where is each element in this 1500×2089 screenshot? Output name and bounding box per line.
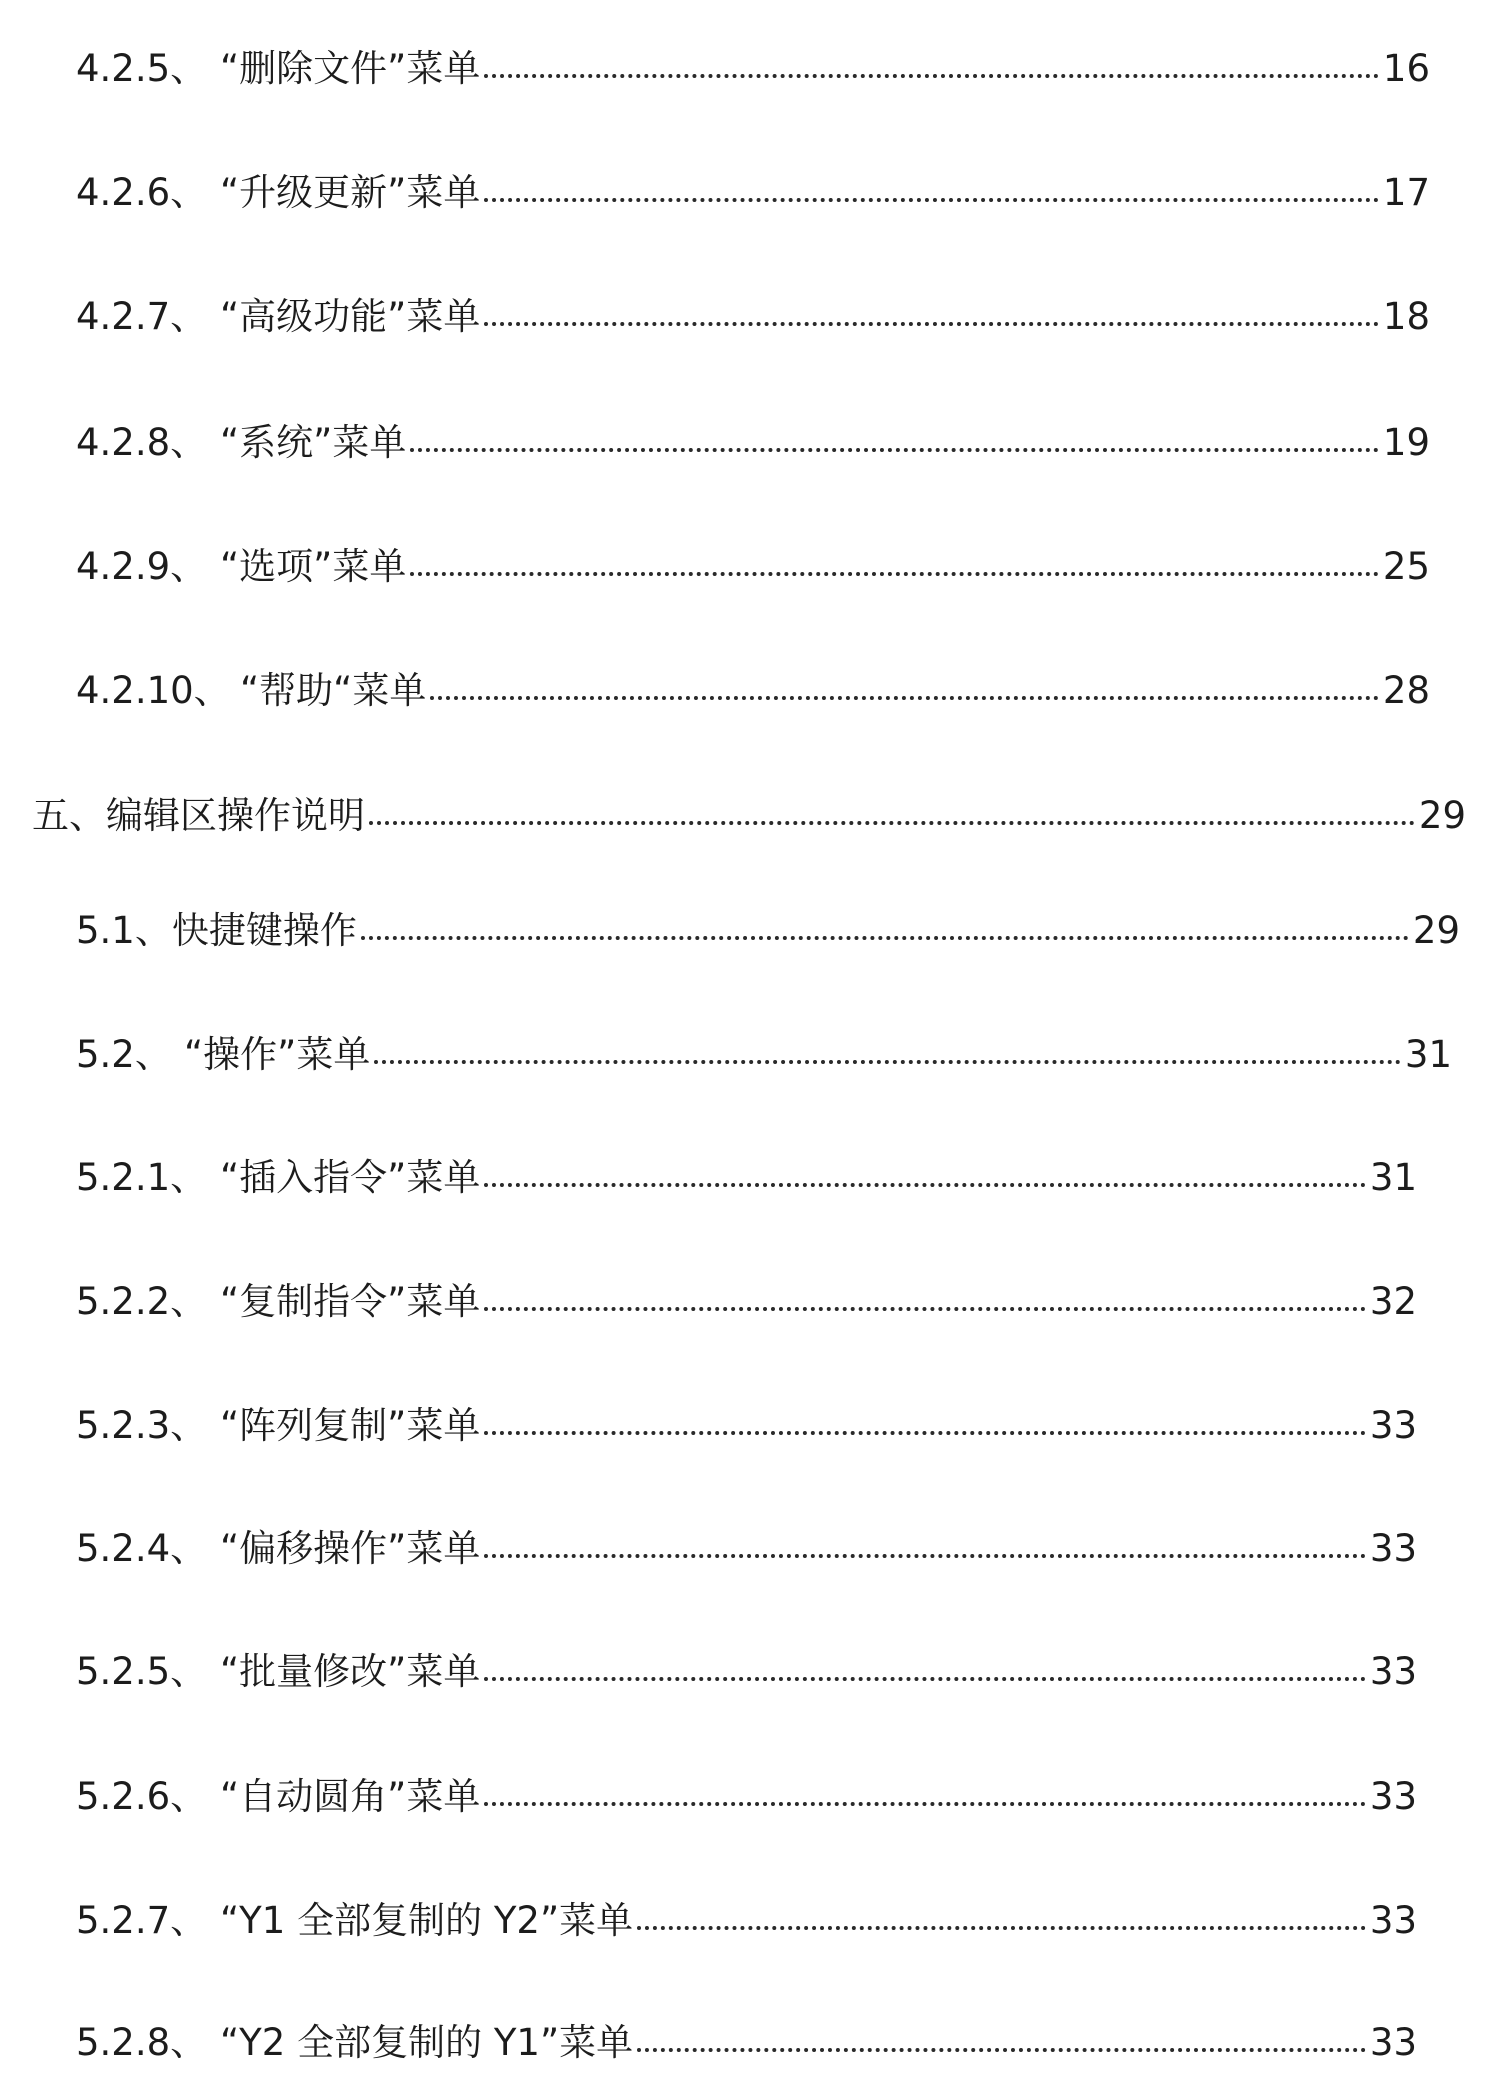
toc-entry-4-2-9[interactable] [76, 545, 1430, 588]
entry-page-number: 33 [1369, 1404, 1417, 1447]
dot-leader [637, 2048, 1366, 2052]
entry-page-number: 33 [1369, 1775, 1417, 1818]
entry-number: 4.2.7、 [76, 295, 208, 338]
entry-page-number: 31 [1404, 1033, 1452, 1076]
entry-title: “选项”菜单 [220, 545, 407, 588]
entry-number: 5.2.2、 [76, 1280, 208, 1323]
entry-title: “阵列复制”菜单 [220, 1404, 481, 1447]
toc-entry-5-2-8[interactable] [76, 2021, 1417, 2064]
entry-title: “偏移操作”菜单 [220, 1527, 481, 1570]
entry-title: “帮助“菜单 [240, 669, 427, 712]
entry-title: 编辑区操作说明 [106, 794, 365, 837]
dot-leader [484, 1431, 1366, 1435]
entry-page-number: 19 [1382, 421, 1430, 464]
entry-page-number: 31 [1369, 1156, 1417, 1199]
toc-entry-chapter-5[interactable] [32, 794, 1466, 837]
entry-title: “升级更新”菜单 [220, 171, 481, 214]
toc-entry-5-2-4[interactable] [76, 1527, 1417, 1570]
entry-title: “Y2 全部复制的 Y1”菜单 [220, 2021, 634, 2064]
toc-entry-5-2-5[interactable] [76, 1650, 1417, 1693]
dot-leader [484, 198, 1379, 202]
entry-number: 5.1、 [76, 909, 172, 952]
entry-page-number: 17 [1382, 171, 1430, 214]
entry-number: 4.2.9、 [76, 545, 208, 588]
toc-entry-4-2-5[interactable] [76, 47, 1430, 90]
dot-leader [369, 821, 1415, 825]
entry-number: 5.2.7、 [76, 1899, 208, 1942]
entry-title: “删除文件”菜单 [220, 47, 481, 90]
toc-entry-5-1[interactable] [76, 909, 1460, 952]
entry-number: 5.2.6、 [76, 1775, 208, 1818]
dot-leader [410, 448, 1379, 452]
entry-title: “操作”菜单 [184, 1033, 371, 1076]
entry-title: “批量修改”菜单 [220, 1650, 481, 1693]
entry-title: “Y1 全部复制的 Y2”菜单 [220, 1899, 634, 1942]
dot-leader [484, 1802, 1366, 1806]
toc-entry-4-2-8[interactable] [76, 421, 1430, 464]
toc-entry-4-2-7[interactable] [76, 295, 1430, 338]
dot-leader [430, 696, 1379, 700]
entry-page-number: 16 [1382, 47, 1430, 90]
dot-leader [484, 74, 1379, 78]
entry-number: 5.2.8、 [76, 2021, 208, 2064]
dot-leader [484, 1307, 1366, 1311]
entry-page-number: 29 [1412, 909, 1460, 952]
entry-title: “系统”菜单 [220, 421, 407, 464]
entry-page-number: 29 [1418, 794, 1466, 837]
dot-leader [484, 322, 1379, 326]
entry-page-number: 28 [1382, 669, 1430, 712]
entry-number: 5.2.1、 [76, 1156, 208, 1199]
entry-page-number: 32 [1369, 1280, 1417, 1323]
toc-entry-5-2[interactable] [76, 1033, 1452, 1076]
entry-number: 五、 [32, 794, 106, 837]
entry-title: “高级功能”菜单 [220, 295, 481, 338]
entry-title: 快捷键操作 [171, 909, 357, 952]
toc-entry-5-2-1[interactable] [76, 1156, 1417, 1199]
entry-page-number: 33 [1369, 2021, 1417, 2064]
entry-number: 4.2.5、 [76, 47, 208, 90]
entry-page-number: 25 [1382, 545, 1430, 588]
toc-entry-4-2-10[interactable] [76, 669, 1430, 712]
toc-entry-5-2-6[interactable] [76, 1775, 1417, 1818]
toc-entry-5-2-7[interactable] [76, 1899, 1417, 1942]
entry-number: 4.2.6、 [76, 171, 208, 214]
entry-page-number: 18 [1382, 295, 1430, 338]
entry-page-number: 33 [1369, 1899, 1417, 1942]
entry-title: “复制指令”菜单 [220, 1280, 481, 1323]
entry-number: 4.2.10、 [76, 669, 231, 712]
entry-title: “插入指令”菜单 [220, 1156, 481, 1199]
dot-leader [484, 1677, 1366, 1681]
entry-number: 5.2.4、 [76, 1527, 208, 1570]
dot-leader [484, 1183, 1366, 1187]
entry-number: 5.2、 [76, 1033, 172, 1076]
dot-leader [637, 1926, 1366, 1930]
toc-entry-5-2-3[interactable] [76, 1404, 1417, 1447]
entry-title: “自动圆角”菜单 [220, 1775, 481, 1818]
entry-number: 5.2.3、 [76, 1404, 208, 1447]
entry-page-number: 33 [1369, 1650, 1417, 1693]
dot-leader [484, 1554, 1366, 1558]
dot-leader [410, 572, 1379, 576]
entry-number: 4.2.8、 [76, 421, 208, 464]
dot-leader [361, 936, 1409, 940]
toc-entry-5-2-2[interactable] [76, 1280, 1417, 1323]
entry-number: 5.2.5、 [76, 1650, 208, 1693]
entry-page-number: 33 [1369, 1527, 1417, 1570]
dot-leader [374, 1060, 1401, 1064]
toc-entry-4-2-6[interactable] [76, 171, 1430, 214]
